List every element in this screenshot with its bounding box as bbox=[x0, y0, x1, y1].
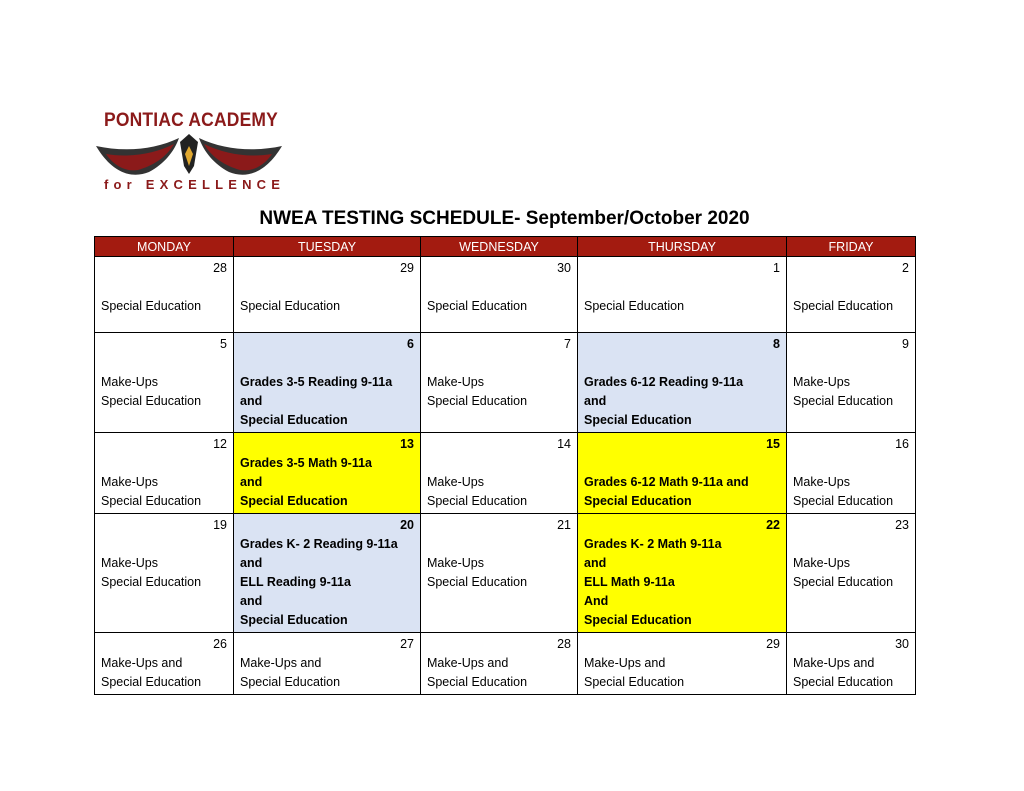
header-row bbox=[95, 237, 916, 257]
day-cell bbox=[787, 333, 916, 433]
event-line: Special Education bbox=[793, 675, 894, 689]
event-line: Special Education bbox=[240, 413, 348, 427]
event-line: Special Education bbox=[101, 675, 202, 689]
event-line: ELL Reading 9-11a bbox=[240, 575, 351, 589]
day-cell bbox=[578, 257, 787, 333]
event-line bbox=[101, 535, 227, 554]
event-line: Special Education bbox=[101, 575, 202, 589]
eagle-wings-icon bbox=[94, 132, 284, 182]
event-line: Make-Ups bbox=[793, 475, 850, 489]
event-line bbox=[793, 354, 909, 373]
header-friday: FRIDAY bbox=[787, 237, 916, 257]
day-cell bbox=[578, 433, 787, 514]
event-line bbox=[584, 454, 780, 473]
event-line: Grades 6-12 Math 9-11a and bbox=[584, 475, 749, 489]
day-cell bbox=[787, 433, 916, 514]
event-line bbox=[101, 278, 227, 297]
event-line: Special Education bbox=[793, 299, 894, 313]
school-logo bbox=[94, 110, 284, 195]
page-title: NWEA TESTING SCHEDULE- September/October 2020 bbox=[259, 208, 750, 229]
day-number: 15 bbox=[766, 437, 780, 451]
day-number: 28 bbox=[213, 261, 227, 275]
header-thursday: THURSDAY bbox=[578, 237, 787, 257]
event-line: Special Education bbox=[240, 494, 348, 508]
day-number: 2 bbox=[902, 261, 909, 275]
event-line: Special Education bbox=[427, 575, 528, 589]
event-line: Special Education bbox=[101, 394, 202, 408]
event-line bbox=[240, 354, 414, 373]
day-cell bbox=[421, 514, 578, 633]
event-line bbox=[793, 535, 909, 554]
event-line: Make-Ups and bbox=[584, 656, 666, 670]
header-monday: MONDAY bbox=[95, 237, 234, 257]
day-cell bbox=[234, 333, 421, 433]
day-number: 1 bbox=[773, 261, 780, 275]
event-line bbox=[101, 354, 227, 373]
event-line: and bbox=[584, 556, 607, 570]
day-number: 29 bbox=[766, 637, 780, 651]
event-line: Grades 6-12 Reading 9-11a bbox=[584, 375, 744, 389]
day-cell bbox=[421, 257, 578, 333]
event-line: Special Education bbox=[427, 394, 528, 408]
day-number: 16 bbox=[895, 437, 909, 451]
event-line bbox=[793, 278, 909, 297]
event-line: Make-Ups bbox=[427, 375, 484, 389]
day-cell bbox=[578, 514, 787, 633]
event-line: Make-Ups bbox=[793, 556, 850, 570]
event-line: Special Education bbox=[793, 494, 894, 508]
schedule-table bbox=[94, 236, 916, 695]
day-number: 12 bbox=[213, 437, 227, 451]
day-number: 13 bbox=[400, 437, 414, 451]
event-line bbox=[584, 278, 780, 297]
day-cell bbox=[234, 633, 421, 695]
event-line: Special Education bbox=[427, 675, 528, 689]
day-number: 7 bbox=[564, 337, 571, 351]
event-line: Grades K- 2 Math 9-11a bbox=[584, 537, 722, 551]
event-line: ELL Math 9-11a bbox=[584, 575, 675, 589]
day-cell bbox=[95, 333, 234, 433]
day-number: 23 bbox=[895, 518, 909, 532]
day-cell bbox=[95, 514, 234, 633]
event-line bbox=[427, 354, 571, 373]
event-line: Make-Ups bbox=[101, 375, 158, 389]
day-cell bbox=[421, 333, 578, 433]
event-line: Special Education bbox=[584, 299, 685, 313]
event-line: Special Education bbox=[240, 613, 348, 627]
event-line: Special Education bbox=[101, 494, 202, 508]
week-row bbox=[95, 514, 916, 633]
day-cell bbox=[234, 257, 421, 333]
event-line: Special Education bbox=[584, 413, 692, 427]
event-line: Make-Ups bbox=[101, 475, 158, 489]
event-line: and bbox=[584, 394, 607, 408]
event-line: Special Education bbox=[584, 675, 685, 689]
event-line bbox=[427, 454, 571, 473]
day-number: 29 bbox=[400, 261, 414, 275]
event-line: and bbox=[240, 556, 263, 570]
event-line: Make-Ups bbox=[793, 375, 850, 389]
day-cell bbox=[787, 633, 916, 695]
day-cell bbox=[95, 433, 234, 514]
day-number: 22 bbox=[766, 518, 780, 532]
week-row bbox=[95, 333, 916, 433]
day-number: 30 bbox=[895, 637, 909, 651]
week-row bbox=[95, 433, 916, 514]
event-line: Make-Ups and bbox=[427, 656, 509, 670]
event-line bbox=[793, 454, 909, 473]
day-number: 26 bbox=[213, 637, 227, 651]
event-line: Special Education bbox=[584, 494, 692, 508]
day-number: 5 bbox=[220, 337, 227, 351]
event-line: Make-Ups bbox=[427, 556, 484, 570]
event-line bbox=[427, 535, 571, 554]
event-line: Make-Ups bbox=[101, 556, 158, 570]
event-line: Make-Ups and bbox=[793, 656, 875, 670]
day-cell bbox=[421, 433, 578, 514]
event-line: Grades 3-5 Reading 9-11a bbox=[240, 375, 393, 389]
day-number: 8 bbox=[773, 337, 780, 351]
header-wednesday: WEDNESDAY bbox=[421, 237, 578, 257]
day-cell bbox=[787, 514, 916, 633]
event-line: And bbox=[584, 594, 609, 608]
event-line: Make-Ups and bbox=[101, 656, 183, 670]
event-line: Special Education bbox=[240, 299, 341, 313]
event-line: Grades K- 2 Reading 9-11a bbox=[240, 537, 398, 551]
day-number: 6 bbox=[407, 337, 414, 351]
event-line: and bbox=[240, 475, 263, 489]
logo-subtitle: for EXCELLENCE bbox=[104, 177, 286, 192]
week-row bbox=[95, 257, 916, 333]
event-line: and bbox=[240, 594, 263, 608]
header-tuesday: TUESDAY bbox=[234, 237, 421, 257]
day-cell bbox=[95, 633, 234, 695]
event-line: Special Education bbox=[584, 613, 692, 627]
day-cell bbox=[234, 514, 421, 633]
event-line: Special Education bbox=[427, 494, 528, 508]
day-cell bbox=[234, 433, 421, 514]
event-line bbox=[240, 278, 414, 297]
day-cell bbox=[578, 333, 787, 433]
event-line bbox=[427, 278, 571, 297]
event-line: Grades 3-5 Math 9-11a bbox=[240, 456, 373, 470]
event-line bbox=[584, 354, 780, 373]
day-number: 20 bbox=[400, 518, 414, 532]
event-line bbox=[101, 454, 227, 473]
day-cell bbox=[787, 257, 916, 333]
event-line: Special Education bbox=[793, 394, 894, 408]
event-line: Special Education bbox=[240, 675, 341, 689]
day-cell bbox=[95, 257, 234, 333]
day-cell bbox=[421, 633, 578, 695]
event-line: Special Education bbox=[793, 575, 894, 589]
event-line: Make-Ups bbox=[427, 475, 484, 489]
week-row bbox=[95, 633, 916, 695]
day-number: 14 bbox=[557, 437, 571, 451]
event-line: Special Education bbox=[427, 299, 528, 313]
event-line: Special Education bbox=[101, 299, 202, 313]
day-number: 19 bbox=[213, 518, 227, 532]
logo-title: PONTIAC ACADEMY bbox=[104, 110, 279, 131]
day-cell bbox=[578, 633, 787, 695]
event-line: and bbox=[240, 394, 263, 408]
day-number: 28 bbox=[557, 637, 571, 651]
day-number: 30 bbox=[557, 261, 571, 275]
day-number: 21 bbox=[557, 518, 571, 532]
day-number: 9 bbox=[902, 337, 909, 351]
day-number: 27 bbox=[400, 637, 414, 651]
event-line: Make-Ups and bbox=[240, 656, 322, 670]
